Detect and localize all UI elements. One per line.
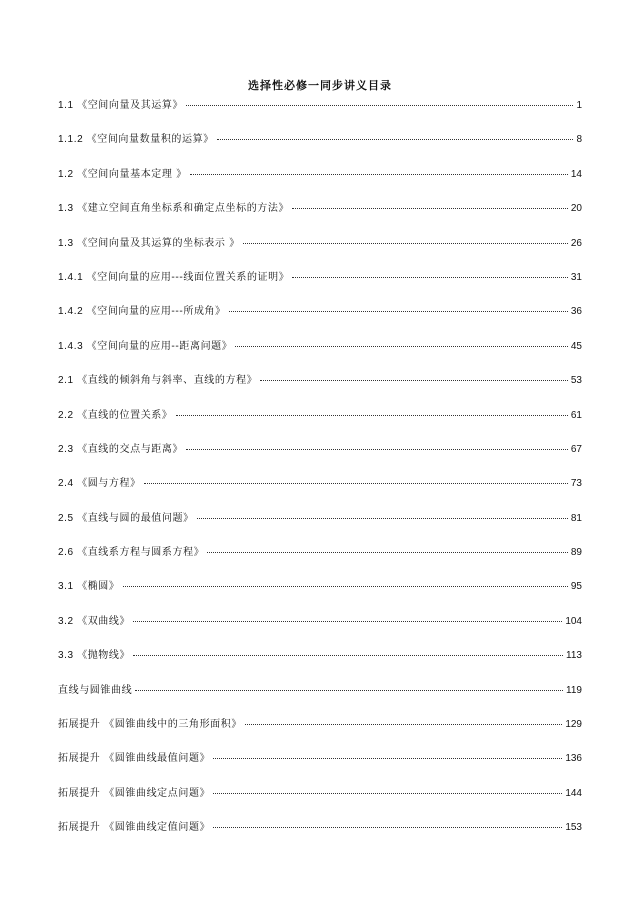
toc-dot-leader <box>133 621 562 622</box>
toc-entry[interactable] <box>58 818 582 852</box>
toc-entry[interactable] <box>58 749 582 783</box>
toc-entry[interactable] <box>58 646 582 680</box>
toc-entry-page-number: 119 <box>566 684 582 696</box>
toc-dot-leader <box>133 655 563 656</box>
toc-dot-leader <box>123 586 568 587</box>
toc-entry-number: 3.2 <box>58 615 78 627</box>
toc-entry-page-number: 8 <box>576 134 582 146</box>
toc-entry-number: 1.3 <box>58 237 78 249</box>
toc-entry-number: 1.1 <box>58 100 78 111</box>
toc-dot-leader <box>292 208 568 209</box>
toc-entry-page-number: 95 <box>570 581 582 593</box>
toc-entry[interactable] <box>58 234 582 268</box>
toc-entry[interactable] <box>58 268 582 302</box>
toc-entry-number: 2.2 <box>58 409 78 421</box>
toc-entry-title: 《抛物线》 <box>77 650 131 662</box>
toc-entry-number: 1.4.2 <box>58 306 87 318</box>
toc-entry-title: 《空间向量的应用---线面位置关系的证明》 <box>86 271 290 283</box>
toc-entry-title: 《空间向量基本定理 》 <box>77 168 187 180</box>
toc-entry-title: 拓展提升 《圆锥曲线定点问题》 <box>58 787 211 799</box>
toc-entry-number: 2.1 <box>58 375 78 387</box>
toc-dot-leader <box>176 415 568 416</box>
toc-entry-title: 《空间向量的应用---所成角》 <box>86 306 226 318</box>
table-of-contents <box>58 96 582 853</box>
toc-dot-leader <box>243 243 568 244</box>
toc-entry[interactable] <box>58 130 582 164</box>
toc-entry[interactable] <box>58 612 582 646</box>
toc-dot-leader <box>217 139 574 140</box>
toc-entry-page-number: 129 <box>565 719 582 731</box>
toc-entry-page-number: 113 <box>566 650 582 662</box>
toc-entry[interactable] <box>58 715 582 749</box>
toc-entry-title: 《空间向量及其运算》 <box>77 100 184 111</box>
toc-dot-leader <box>186 105 573 106</box>
toc-entry-title: 《直线的倾斜角与斜率、直线的方程》 <box>77 375 258 387</box>
toc-entry-number: 2.6 <box>58 547 78 559</box>
toc-entry-page-number: 20 <box>570 203 582 215</box>
toc-entry-number: 1.1.2 <box>58 134 87 146</box>
toc-dot-leader <box>197 518 568 519</box>
toc-entry-title: 《直线系方程与圆系方程》 <box>77 547 205 559</box>
toc-entry-title: 拓展提升 《圆锥曲线最值问题》 <box>58 753 211 765</box>
toc-entry-title: 《空间向量数量积的运算》 <box>86 134 214 146</box>
toc-entry[interactable] <box>58 337 582 371</box>
toc-entry-title: 《空间向量的应用--距离问题》 <box>86 340 233 352</box>
toc-entry-title: 《空间向量及其运算的坐标表示 》 <box>77 237 240 249</box>
toc-dot-leader <box>186 449 568 450</box>
toc-entry-title: 直线与圆锥曲线 <box>58 684 133 696</box>
toc-entry[interactable] <box>58 96 582 130</box>
toc-entry-title: 《椭圆》 <box>77 581 120 593</box>
toc-entry-title: 《双曲线》 <box>77 615 131 627</box>
toc-entry-number: 3.3 <box>58 650 78 662</box>
toc-dot-leader <box>213 758 562 759</box>
toc-entry-number: 1.4.1 <box>58 271 87 283</box>
toc-dot-leader <box>207 552 568 553</box>
toc-entry-page-number: 14 <box>570 168 582 180</box>
toc-dot-leader <box>135 690 563 691</box>
toc-dot-leader <box>190 174 568 175</box>
toc-entry-title: 《直线与圆的最值问题》 <box>77 512 194 524</box>
toc-entry-number: 1.3 <box>58 203 78 215</box>
toc-entry-number: 1.4.3 <box>58 340 87 352</box>
toc-entry-page-number: 61 <box>570 409 582 421</box>
toc-entry[interactable] <box>58 474 582 508</box>
toc-entry-page-number: 31 <box>570 271 582 283</box>
toc-dot-leader <box>292 277 568 278</box>
toc-dot-leader <box>213 827 562 828</box>
toc-entry-title: 拓展提升 《圆锥曲线定值问题》 <box>58 822 211 834</box>
toc-entry[interactable] <box>58 543 582 577</box>
toc-entry-page-number: 26 <box>570 237 582 249</box>
toc-dot-leader <box>260 380 568 381</box>
toc-entry-page-number: 45 <box>570 340 582 352</box>
toc-dot-leader <box>235 346 567 347</box>
toc-entry-page-number: 136 <box>565 753 582 765</box>
toc-entry-number: 2.4 <box>58 478 78 490</box>
toc-entry[interactable] <box>58 199 582 233</box>
toc-entry-title: 《圆与方程》 <box>77 478 141 490</box>
toc-entry-page-number: 104 <box>565 615 582 627</box>
toc-entry[interactable] <box>58 440 582 474</box>
toc-entry-page-number: 73 <box>570 478 582 490</box>
toc-entry-number: 2.3 <box>58 443 78 455</box>
toc-dot-leader <box>229 311 568 312</box>
toc-dot-leader <box>213 793 562 794</box>
toc-entry-title: 《直线的位置关系》 <box>77 409 173 421</box>
toc-entry[interactable] <box>58 165 582 199</box>
toc-entry-page-number: 81 <box>570 512 582 524</box>
toc-entry[interactable] <box>58 406 582 440</box>
toc-entry-number: 3.1 <box>58 581 78 593</box>
toc-entry-page-number: 53 <box>570 375 582 387</box>
toc-entry-number: 2.5 <box>58 512 78 524</box>
toc-dot-leader <box>144 483 568 484</box>
toc-entry-page-number: 67 <box>570 443 582 455</box>
toc-entry-page-number: 36 <box>570 306 582 318</box>
toc-entry-number: 1.2 <box>58 168 78 180</box>
toc-entry[interactable] <box>58 509 582 543</box>
toc-entry-page-number: 144 <box>565 787 582 799</box>
toc-entry-title: 《直线的交点与距离》 <box>77 443 184 455</box>
toc-entry-page-number: 1 <box>576 100 582 111</box>
toc-entry[interactable] <box>58 577 582 611</box>
toc-entry-page-number: 89 <box>570 547 582 559</box>
toc-entry-title: 拓展提升 《圆锥曲线中的三角形面积》 <box>58 719 242 731</box>
toc-entry[interactable] <box>58 784 582 818</box>
toc-entry[interactable] <box>58 681 582 715</box>
toc-dot-leader <box>245 724 562 725</box>
toc-entry-page-number: 153 <box>565 822 582 834</box>
toc-entry[interactable] <box>58 371 582 405</box>
toc-entry-title: 《建立空间直角坐标系和确定点坐标的方法》 <box>77 203 290 215</box>
toc-entry[interactable] <box>58 302 582 336</box>
page-title: 选择性必修一同步讲义目录 <box>248 79 392 92</box>
